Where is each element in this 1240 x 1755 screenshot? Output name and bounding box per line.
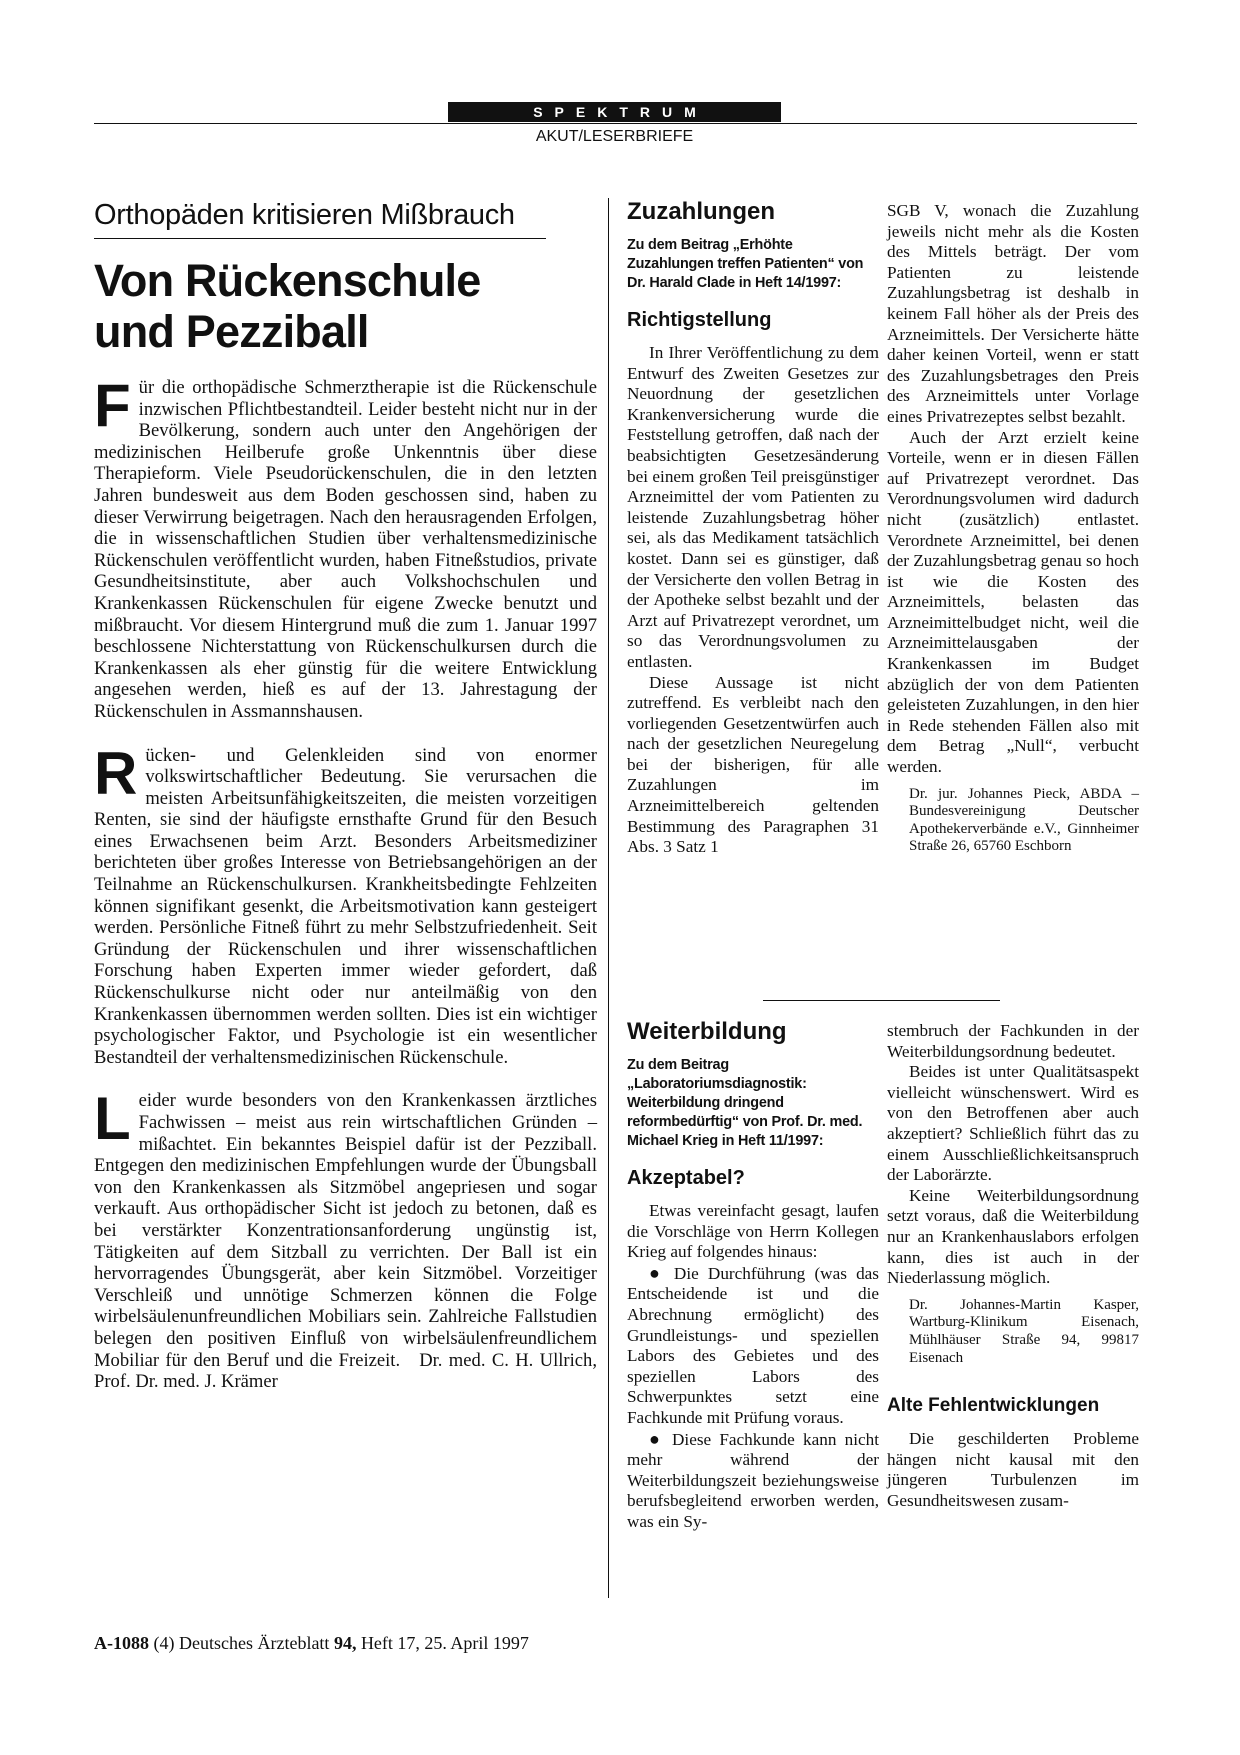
article-authors: Dr. med. C. H. Ullrich, Prof. Dr. med. J. Krämer bbox=[94, 1349, 597, 1393]
letter-1-paragraph-3: SGB V, wonach die Zuzahlung jeweils nicht mehr als die Kosten des Mittels beträgt. Der vom Patienten zu leistende Zuzahlungsbetrag ist deshalb in keinem Fall höher als der Preis des Arzneimittels. Der Versicherte hätte daher keinen Vorteil, wenn er statt des Zuzahlungsbetrages den Preis des Arzneimittels unter Vorlage eines Privatrezeptes selbst bezahlt. bbox=[887, 201, 1139, 426]
letter-3-paragraph-1: Die geschilderten Probleme hängen nicht kausal mit den jüngeren Turbulenzen im Gesundheitswesen zusam- bbox=[887, 1429, 1139, 1510]
bullet-icon: ● bbox=[649, 1428, 664, 1449]
letter-1-intro: Zu dem Beitrag „Erhöhte Zuzahlungen treffen Patienten“ von Dr. Harald Clade in Heft 14/1997: bbox=[627, 237, 864, 291]
letter-2-intro: Zu dem Beitrag „Laboratoriumsdiagnostik: Weiterbildung dringend reformbedürftig“ von Prof. Dr. med. Michael Krieg in Heft 11/1997: bbox=[627, 1057, 863, 1149]
paragraph-1-text: ür die orthopädische Schmerztherapie ist die Rückenschule inzwischen Pflichtbestandteil. Leider besteht nicht nur in der Bevölkerung, sondern auch unter den Angehörigen der medizinischen Heilberufe große Unkenntnis über diese Therapieform. Viele Pseudorückenschulen, die in den letzten Jahren bundesweit aus dem Boden geschossen sind, haben zu dieser Verwirrung beigetragen. Nach den herausragenden Erfolgen, die in wissenschaftlichen Studien über verhaltensmedizinische Rückenschulen veröffentlicht wurden, haben Fitneßstudios, private Gesundheitsinstitute, aber auch Volkshochschulen und Krankenkassen Rückenschulen für eigene Zwecke benutzt und mißbraucht. Vor diesem Hintergrund muß die zum 1. Januar 1997 beschlossene Nichterstattung von Rückenschulkursen durch die Krankenkassen als eher günstig für die weitere Entwicklung angesehen werden, hieß es auf der 13. Jahrestagung der Rückenschulen in Assmannshausen. bbox=[94, 377, 597, 722]
dropcap-l: L bbox=[94, 1085, 131, 1153]
letter-2-signature: Dr. Johannes-Martin Kasper, Wartburg-Klinikum Eisenach, Mühlhäuser Straße 94, 99817 Eisenach bbox=[909, 1296, 1139, 1366]
letter-1-paragraph-2: Diese Aussage ist nicht zutreffend. Es verbleibt nach den vorliegenden Gesetzentwürfen auch nach der gesetzlichen Neuregelung bei der bisherigen, für alle Zuzahlungen im Arzneimittelbereich geltenden Bestimmung des Paragraphen 31 Abs. 3 Satz 1 bbox=[627, 672, 879, 857]
article-paragraph-1 bbox=[94, 372, 597, 723]
letter-zuzahlungen-col-b bbox=[887, 201, 1139, 856]
dropcap-f: F bbox=[94, 372, 131, 439]
letter-1-signature: Dr. jur. Johannes Pieck, ABDA – Bundesvereinigung Deutscher Apothekerverbände e.V., Ginnheimer Straße 26, 65760 Eschborn bbox=[909, 785, 1139, 855]
page-footer bbox=[94, 1633, 529, 1654]
main-article bbox=[94, 198, 597, 1415]
letter-2-paragraph-4: Keine Weiterbildungsordnung setzt voraus, daß die Weiterbildung nur an Krankenhauslabors erfolgen kann, dies ist auch in der Niederlassung möglich. bbox=[887, 1185, 1139, 1288]
letter-separator bbox=[763, 1000, 1000, 1001]
headline-line-1: Von Rückenschule bbox=[94, 255, 481, 306]
footer-volume: 94, bbox=[333, 1633, 357, 1653]
letter-2-subtitle: Akzeptabel? bbox=[627, 1167, 745, 1189]
article-paragraph-3 bbox=[94, 1085, 597, 1393]
letter-2-paragraph-3: Beides ist unter Qualitätsaspekt vielleicht wünschenswert. Wird es von den Betroffenen aber auch akzeptiert? Schließlich führt das zu einem Ausschließlichkeitsanspruch der Laborärzte. bbox=[887, 1062, 1139, 1185]
bullet-1-text: Die Durchführung (was das Entscheidende ist und die Abrechnung ermöglicht) des Grundleistungs- und speziellen Labors des Gebietes und des speziellen Labors des Schwerpunktes setzt eine Fachkunde mit Prüfung voraus. bbox=[627, 1263, 879, 1427]
letter-2-paragraph-1: Etwas vereinfacht gesagt, laufen die Vorschläge von Herrn Kollegen Krieg auf folgendes hinaus: bbox=[627, 1201, 879, 1262]
letter-1-title: Zuzahlungen bbox=[627, 198, 775, 225]
paragraph-3-text: eider wurde besonders von den Krankenkassen ärztliches Fachwissen – meist aus rein wirtschaftlichen Gründen – mißachtet. Ein bekanntes Beispiel dafür ist der Pezziball. Entgegen den medizinischen Empfehlungen wurde der Übungsball von den Krankenkassen als Sitzmöbel angepriesen und sogar verkauft. Aus orthopädischer Sicht ist jedoch zu betonen, daß es bei verstärkter Konzentrationsanforderung ungünstig ist, Tätigkeiten auf dem Sitzball zu verrichten. Der Ball ist ein hervorragendes Übungsgerät, aber kein Sitzmöbel. Vorzeitiger Verschleiß und unnötige Schmerzen können die Folge wirbelsäulenunfreundlichen Mobiliars sein. Zahlreiche Fallstudien belegen den positiven Einfluß von wirbelsäulenfreundlichem Mobiliar für den Beruf und die Freizeit. bbox=[94, 1090, 597, 1371]
letter-3-subtitle: Alte Fehlentwicklungen bbox=[887, 1395, 1100, 1417]
article-headline bbox=[94, 255, 597, 357]
letter-1-paragraph-4: Auch der Arzt erzielt keine Vorteile, wenn er in diesen Fällen auf Privatrezept verordnet. Das Verordnungsvolumen wird dadurch nicht (zusätzlich) entlastet. Verordnete Arzneimittel, bei denen der Zuzahlungsbetrag genau so hoch ist wie die Kosten des Arzneimittels, belasten das Arzneimittelbudget nicht, weil die Arzneimittelausgaben der Krankenkassen im Budget abzüglich der von dem Patienten geleisteten Zuzahlungen, in den hier in Rede stehenden Fällen also mit dem Betrag „Null“, verbucht werden. bbox=[887, 427, 1139, 777]
page-number: A-1088 bbox=[94, 1633, 149, 1653]
paragraph-2-text: ücken- und Gelenkleiden sind von enormer volkswirtschaftlicher Bedeutung. Sie verursachen die meisten Arbeitsunfähigkeitszeiten, die meisten vorzeitigen Renten, sie sind der häufigste ernsthafte Grund für den Besuch eines Erwachsenen beim Arzt. Besonders Arbeitsmediziner berichteten über großes Interesse von Betriebsangehörigen an der Teilnahme an Rückenschulkursen. Krankheitsbedingte Fehlzeiten können signifikant gesenkt, die Arbeitsmotivation kann gesteigert werden. Persönliche Fitneß führt zu mehr Selbstzufriedenheit. Seit Gründung der Rückenschulen und ihrer wissenschaftlichen Forschung haben Experten immer wieder gefordert, daß Rückenschulkurse nicht oder nur anteilmäßig von den Krankenkassen übernommen werden sollten. Dies ist ein wichtiger psychologischer Faktor, und Psychologie ist ein wesentlicher Bestandteil der verhaltensmedizinischen Rückenschule. bbox=[94, 744, 597, 1068]
letter-2-title: Weiterbildung bbox=[627, 1018, 787, 1045]
headline-line-2: und Pezziball bbox=[94, 306, 369, 357]
bullet-2-text: Diese Fachkunde kann nicht mehr während der Weiterbildungszeit beziehungsweise berufsbegleitend erworben werden, was ein Sy- bbox=[627, 1429, 879, 1531]
letter-weiterbildung-col-a bbox=[627, 1018, 879, 1533]
bullet-icon: ● bbox=[649, 1262, 665, 1283]
letter-2-paragraph-2: stembruch der Fachkunden in der Weiterbildungsordnung bedeutet. bbox=[887, 1021, 1139, 1061]
column-divider bbox=[608, 198, 609, 1598]
letter-1-paragraph-1: In Ihrer Veröffentlichung zu dem Entwurf des Zweiten Gesetzes zur Neuordnung der gesetzlichen Krankenversicherung wurde die Feststellung getroffen, daß nach der beabsichtigten Gesetzesänderung bei einem großen Teil preisgünstiger Arzneimittel der vom Patienten zu leistende Zuzahlungsbetrag höher sei, als das Medikament tatsächlich kostet. Dann sei es günstiger, daß der Versicherte den vollen Betrag in der Apotheke selbst bezahlt und der Arzt auf Privatrezept verordnet, um so das Verordnungsvolumen zu entlasten. bbox=[627, 343, 879, 671]
letter-2-bullet-2 bbox=[627, 1429, 879, 1533]
article-kicker: Orthopäden kritisieren Mißbrauch bbox=[94, 198, 546, 239]
section-banner: SPEKTRUM bbox=[448, 102, 781, 122]
article-paragraph-2 bbox=[94, 739, 597, 1069]
letter-1-subtitle: Richtigstellung bbox=[627, 309, 772, 331]
footer-publication: (4) Deutsches Ärzteblatt bbox=[153, 1633, 330, 1653]
dropcap-r: R bbox=[94, 739, 138, 807]
letter-weiterbildung-col-b bbox=[887, 1021, 1139, 1511]
header-rule bbox=[94, 123, 1137, 124]
footer-issue: Heft 17, 25. April 1997 bbox=[360, 1633, 529, 1653]
subsection-label: AKUT/LESERBRIEFE bbox=[535, 128, 694, 145]
letter-zuzahlungen-col-a bbox=[627, 198, 879, 858]
letter-2-bullet-1 bbox=[627, 1263, 879, 1429]
